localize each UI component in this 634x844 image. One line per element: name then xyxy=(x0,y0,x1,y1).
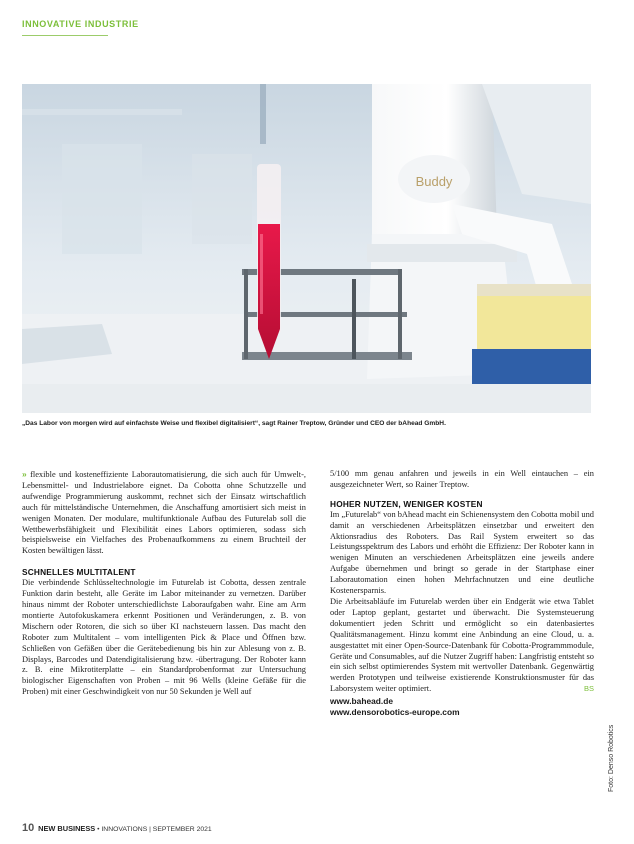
author-initials: BS xyxy=(583,684,594,694)
body-paragraph-2 xyxy=(330,597,594,695)
subheading-multitalent: SCHNELLES MULTITALENT xyxy=(22,567,136,578)
footer-bullet: • xyxy=(97,826,100,833)
section-label: INNOVATIVE INDUSTRIE xyxy=(22,19,139,29)
body-paragraph: Die verbindende Schlüsseltechnologie im Futurelab ist Cobotta, dessen zentrale Funktion darin besteht, alle Geräte im Labor miteinander zu vernetzen. Darüber hinaus nimmt der Roboter unterschiedlichste Laboraufgaben wahr. Eine am Arm montierte Autofokuskamera erkennt Positionen und Veränderungen, z. B. von Mischern oder Rotoren, die sich so über KI nachsteuern lassen. Das macht den Roboter zum Multitalent – vom intelligenten Pick & Place und Öffnen bzw. Schließen von Gefäßen über die Gerätebedienung bis hin zur Ablesung von z. B. Displays, Barcodes und Datendigitalisierung bzw. -übertragung. Der Roboter kann z. B. eine Mikrotiterplatte – ein Standardprobenformat zur Untersuchung biologischer Eigenschaften von Proben – mit 96 Wells (kleine Gefäße für die Proben) mit einer Geschwindigkeit von nur 50 Sekunden je Well auf xyxy=(22,578,306,697)
body-paragraph-2-text: Die Arbeitsabläufe im Futurelab werden über ein Endgerät wie etwa Tablet oder Laptop geplant, gestartet und überwacht. Die Systemsteuerung dokumentiert jeden Schritt und ermöglicht so ein datenbasiertes Qualitätsmanagement. Hinzu kommt eine Anbindung an eine Cloud, u. a. ausgestattet mit einer Open-Source-Datenbank für Cobotta-Programmmodule, Geräte und Consumables, auf die Nutzer Zugriff haben: Langfristig entsteht so ein sich selbst optimierendes System mit wertvoller Datenbank. Gegenwärtig werden Prototypen und teilweise existierende Konstruktionsmuster für das Laborsystem weiter optimiert. xyxy=(330,596,594,694)
footer-separator: | xyxy=(149,826,151,833)
link-bahead[interactable]: www.bahead.de xyxy=(330,696,393,707)
links-block xyxy=(330,696,594,718)
body-paragraph-1: Im „Futurelab“ von bAhead macht ein Schienensystem den Cobotta mobil und damit an verschiedenen Arbeitsplätzen einsetzbar und erweitert den Aktionsradius des Roboters. Das Rail System erweitert so das Leistungsspektrum des Labors und erhöht die Effizienz: Der Roboter kann in wenigen Minuten an verschiedenen Arbeitsplätzen eine jeweils andere Aufgabe übernehmen und bringt so gerade in der Startphase einer Laborautomation einen hohen Mehrfachnutzen und eine deutliche Kostenersparnis. xyxy=(330,509,594,596)
section-divider xyxy=(22,35,108,36)
article-photo xyxy=(22,84,591,413)
lab-robot-illustration xyxy=(22,84,591,413)
subheading-nutzen: HOHER NUTZEN, WENIGER KOSTEN xyxy=(330,498,483,509)
link-densorobotics[interactable]: www.densorobotics-europe.com xyxy=(330,707,460,718)
article-column-left xyxy=(22,469,306,698)
continued-paragraph: 5/100 mm genau anfahren und jeweils in ein Well eintauchen – ein ausgezeichneter Wert, so Rainer Treptow. xyxy=(330,469,594,489)
robot-brand-text: Buddy xyxy=(415,174,453,189)
intro-paragraph xyxy=(22,469,306,557)
footer-issue: SEPTEMBER 2021 xyxy=(152,826,212,833)
photo-credit: Foto: Denso Robotics xyxy=(608,724,615,792)
intro-text: flexible und kosteneffiziente Laborautomatisierung, die sich auch für Umwelt-, Lebensmittel- und Industrielabore eignet. Da Cobotta ohne Schutzzelle und aufwendige Programmierung auskommt, rechnet sich der Einsatz wirtschaftlich auch für mittelständische Unternehmen, die Anschaffung amortisiert sich meist in wenigen Monaten. Der modulare, multifunktionale Aufbau des Futurelab soll die Wettbewerbsfähigkeit und Flexibilität eines Labors optimieren, sodass sich beispielsweise ein Vielfaches des Probenaufkommens zu einem Bruchteil der Kosten bewältigen lässt. xyxy=(22,470,306,556)
magazine-name: NEW BUSINESS xyxy=(38,824,96,833)
page-footer xyxy=(22,822,212,834)
page-number: 10 xyxy=(22,822,35,834)
photo-caption: „Das Labor von morgen wird auf einfachste Weise und flexibel digitalisiert“, sagt Rainer Treptow, Gründer und CEO der bAhead GmbH. xyxy=(22,420,446,427)
footer-section: INNOVATIONS xyxy=(101,826,148,833)
article-column-right xyxy=(330,469,594,718)
continuation-marker: » xyxy=(22,469,27,479)
